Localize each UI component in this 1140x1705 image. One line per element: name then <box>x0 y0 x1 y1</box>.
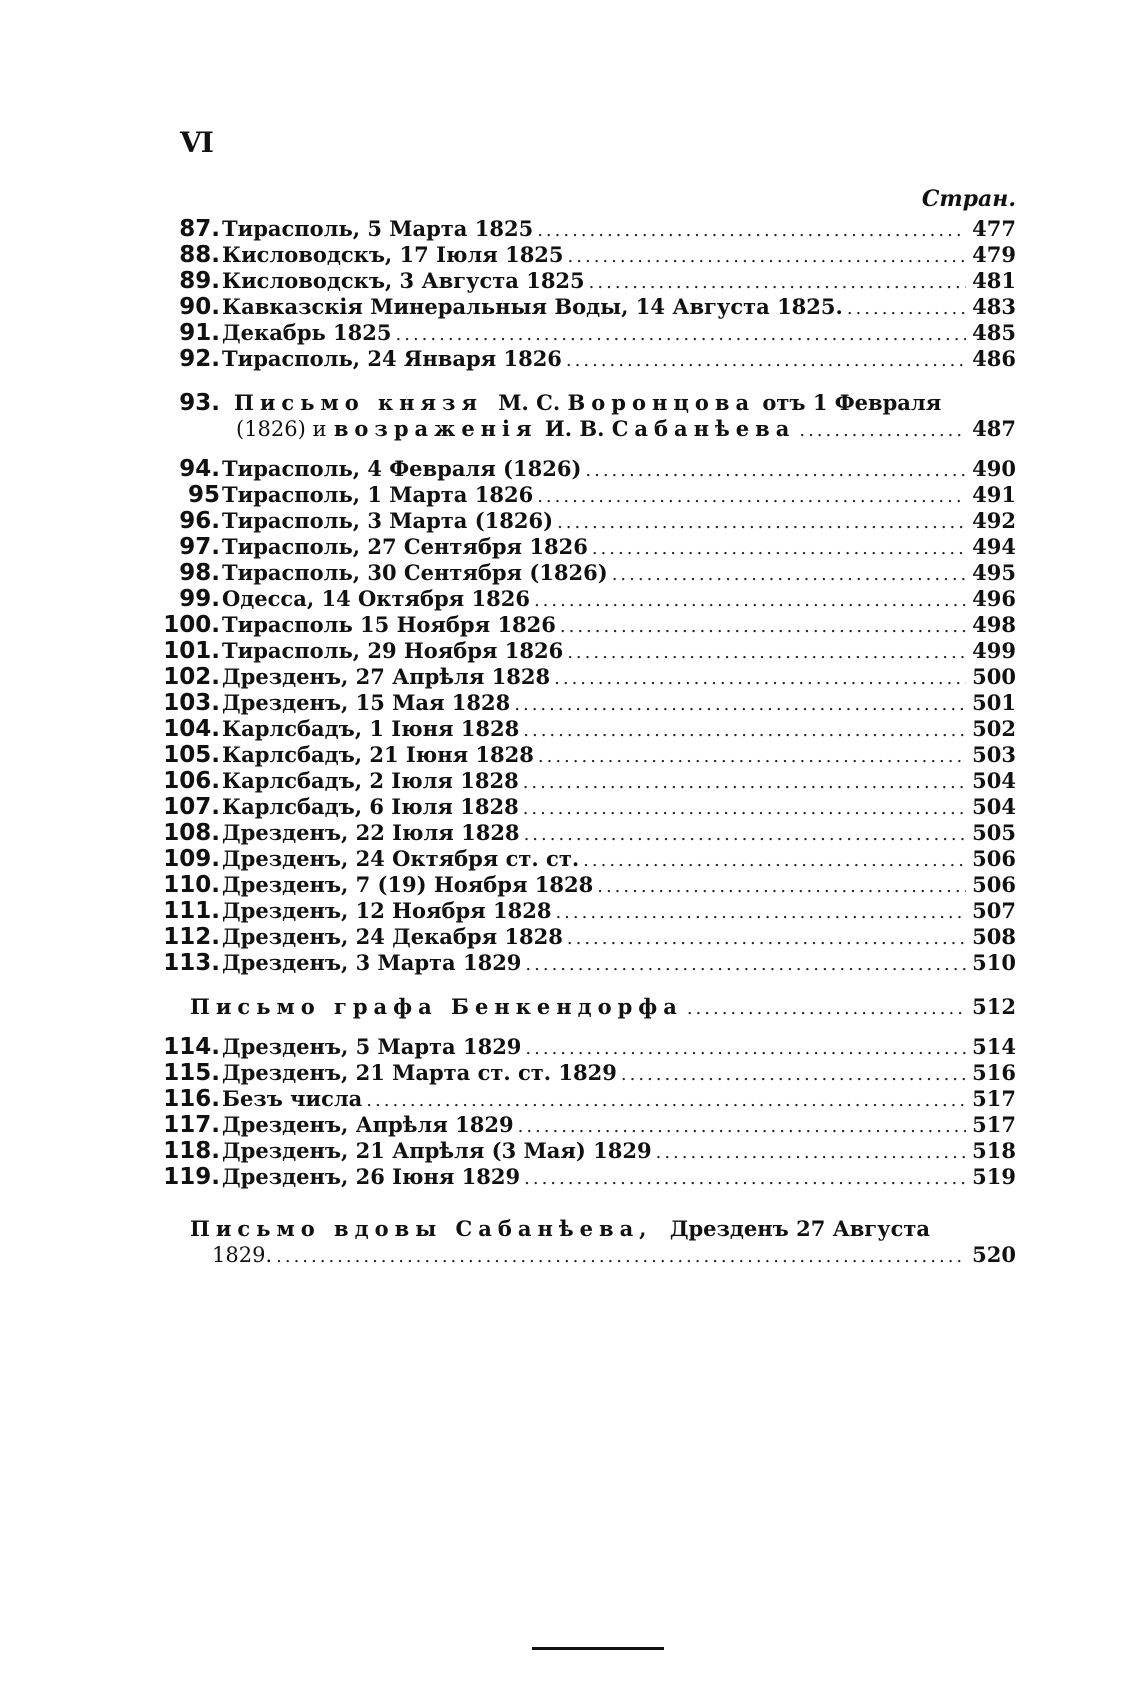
toc-entry <box>160 1034 1016 1060</box>
entry-text: Карлсбадъ, 2 Іюля 1828 <box>222 768 519 793</box>
entry-number: 90. <box>179 294 220 320</box>
entry-number: 104. <box>163 716 220 742</box>
entry-text: Дрезденъ, 27 Апрѣля 1828 <box>222 664 551 689</box>
entry-page: 479 <box>972 242 1016 267</box>
toc-entry <box>160 560 1016 586</box>
entry-page: 519 <box>972 1164 1016 1189</box>
entry-text: Дрезденъ, 7 (19) Ноября 1828 <box>222 872 594 897</box>
entry-number: 100. <box>163 612 220 638</box>
toc-entry <box>160 612 1016 638</box>
toc-entry <box>160 924 1016 950</box>
toc-entry <box>160 346 1016 372</box>
toc-entry <box>160 482 1016 508</box>
entry-text: Дрезденъ, 26 Іюня 1829 <box>222 1164 521 1189</box>
entry-number: 89. <box>179 268 220 294</box>
entry-text: Карлсбадъ, 1 Іюня 1828 <box>222 716 520 741</box>
toc-entry <box>160 508 1016 534</box>
entry-text: Кисловодскъ, 17 Іюля 1825 <box>222 242 564 267</box>
entry-text: Дрезденъ, Апрѣля 1829 <box>222 1112 514 1137</box>
entry-number: 109. <box>163 846 220 872</box>
entry-page: 494 <box>972 534 1016 559</box>
toc-entry <box>160 534 1016 560</box>
entry-text: Тирасполь 15 Ноября 1826 <box>222 612 556 637</box>
entry-page: 507 <box>972 898 1016 923</box>
entry-text: Карлсбадъ, 21 Іюня 1828 <box>222 742 534 767</box>
entry-page: 506 <box>972 872 1016 897</box>
entry-page: 500 <box>972 664 1016 689</box>
entry-number: 88. <box>179 242 220 268</box>
entry-number: 91. <box>179 320 220 346</box>
entry-page: 503 <box>972 742 1016 767</box>
entry-page: 499 <box>972 638 1016 663</box>
entry-page: 517 <box>972 1086 1016 1111</box>
entry-text: Тирасполь, 1 Марта 1826 <box>222 482 534 507</box>
entry-number: 98. <box>179 560 220 586</box>
entry-text: Дрезденъ, 3 Марта 1829 <box>222 950 522 975</box>
entry-number: 103. <box>163 690 220 716</box>
toc-entry <box>160 242 1016 268</box>
toc-entry <box>160 268 1016 294</box>
toc-entry <box>160 216 1016 242</box>
toc-entry <box>160 742 1016 768</box>
toc-group-3 <box>160 1034 1016 1190</box>
entry-text: Дрезденъ, 5 Марта 1829 <box>222 1034 522 1059</box>
entry-number: 97. <box>179 534 220 560</box>
toc-group-1 <box>160 216 1016 372</box>
entry-page: 504 <box>972 768 1016 793</box>
entry-page: 501 <box>972 690 1016 715</box>
entry-page: 492 <box>972 508 1016 533</box>
toc-entry <box>160 872 1016 898</box>
entry-text: Тирасполь, 29 Ноября 1826 <box>222 638 564 663</box>
end-rule <box>532 1647 664 1650</box>
entry-number: 115. <box>163 1060 220 1086</box>
entry-page: 490 <box>972 456 1016 481</box>
toc-entry <box>160 898 1016 924</box>
entry-page: 483 <box>972 294 1016 319</box>
toc-entry <box>160 586 1016 612</box>
entry-page: 498 <box>972 612 1016 637</box>
toc-entry <box>160 320 1016 346</box>
entry-number: 99. <box>179 586 220 612</box>
toc-group-2 <box>160 456 1016 976</box>
toc-entry <box>160 1164 1016 1190</box>
entry-page: 491 <box>972 482 1016 507</box>
toc-entry <box>160 716 1016 742</box>
toc-entry <box>160 768 1016 794</box>
entry-number: 117. <box>163 1112 220 1138</box>
entry-number: 119. <box>163 1164 220 1190</box>
entry-number: 116. <box>163 1086 220 1112</box>
entry-number: 113. <box>163 950 220 976</box>
entry-text: Декабрь 1825 <box>222 320 392 345</box>
entry-number: 110. <box>163 872 220 898</box>
entry-number: 105. <box>163 742 220 768</box>
toc-entry <box>160 846 1016 872</box>
entry-number: 94. <box>179 456 220 482</box>
toc-entry-benkendorf: Письмо графа Бенкендорфа ..... 512 <box>160 994 1016 1020</box>
entry-page: 510 <box>972 950 1016 975</box>
table-of-contents <box>160 216 1016 1268</box>
toc-entry-widow: Письмо вдовы Сабанѣева, Дрезденъ 27 Августа 1829. ..... 520 <box>160 1216 1016 1268</box>
entry-page: 504 <box>972 794 1016 819</box>
toc-entry <box>160 690 1016 716</box>
entry-text: Дрезденъ, 12 Ноября 1828 <box>222 898 552 923</box>
entry-text: Дрезденъ, 21 Апрѣля (3 Мая) 1829 <box>222 1138 652 1163</box>
toc-entry <box>160 1086 1016 1112</box>
entry-page: 496 <box>972 586 1016 611</box>
entry-text: Тирасполь, 30 Сентября (1826) <box>222 560 608 585</box>
entry-text: Дрезденъ, 24 Декабря 1828 <box>222 924 563 949</box>
entry-text: Тирасполь, 5 Марта 1825 <box>222 216 534 241</box>
entry-page: 481 <box>972 268 1016 293</box>
entry-number: 96. <box>179 508 220 534</box>
entry-page: 518 <box>972 1138 1016 1163</box>
entry-text: Письмо князя <box>234 390 483 415</box>
entry-number: 95 <box>187 482 220 508</box>
entry-number: 87. <box>179 216 220 242</box>
entry-text: Тирасполь, 4 Февраля (1826) <box>222 456 582 481</box>
entry-text: Карлсбадъ, 6 Іюля 1828 <box>222 794 519 819</box>
entry-page: 487 <box>972 416 1016 441</box>
entry-page: 514 <box>972 1034 1016 1059</box>
entry-text: Дрезденъ, 22 Іюля 1828 <box>222 820 520 845</box>
entry-number: 107. <box>163 794 220 820</box>
entry-text: Безъ числа <box>222 1086 363 1111</box>
entry-number: 102. <box>163 664 220 690</box>
entry-page: 485 <box>972 320 1016 345</box>
toc-entry-93: 93. Письмо князя М. С. Воронцова отъ 1 Февраля (1826) и возраженія И. В. Сабанѣева ..... 487 <box>160 390 1016 442</box>
toc-entry <box>160 664 1016 690</box>
entry-page: 508 <box>972 924 1016 949</box>
toc-entry <box>160 794 1016 820</box>
entry-page: 477 <box>972 216 1016 241</box>
entry-text: Тирасполь, 27 Сентября 1826 <box>222 534 588 559</box>
entry-page: 495 <box>972 560 1016 585</box>
entry-text: Тирасполь, 3 Марта (1826) <box>222 508 554 533</box>
entry-page: 505 <box>972 820 1016 845</box>
toc-entry <box>160 1138 1016 1164</box>
entry-number: 114. <box>163 1034 220 1060</box>
entry-page: 486 <box>972 346 1016 371</box>
toc-entry <box>160 950 1016 976</box>
toc-entry <box>160 1060 1016 1086</box>
toc-entry <box>160 820 1016 846</box>
entry-number: 106. <box>163 768 220 794</box>
toc-entry <box>160 456 1016 482</box>
entry-number: 101. <box>163 638 220 664</box>
entry-number: 93. <box>179 390 220 416</box>
entry-number: 112. <box>163 924 220 950</box>
entry-text: Кавказскія Минеральныя Воды, 14 Августа 1825. <box>222 294 843 319</box>
page-number: VI <box>180 126 213 159</box>
entry-page: 517 <box>972 1112 1016 1137</box>
entry-number: 92. <box>179 346 220 372</box>
entry-text: Тирасполь, 24 Января 1826 <box>222 346 562 371</box>
toc-entry <box>160 1112 1016 1138</box>
entry-text: Одесса, 14 Октября 1826 <box>222 586 530 611</box>
entry-number: 118. <box>163 1138 220 1164</box>
entry-text: Кисловодскъ, 3 Августа 1825 <box>222 268 585 293</box>
entry-text: Дрезденъ, 24 Октября ст. ст. <box>222 846 580 871</box>
entry-page: 506 <box>972 846 1016 871</box>
entry-number: 108. <box>163 820 220 846</box>
entry-text: Дрезденъ, 15 Мая 1828 <box>222 690 511 715</box>
entry-page: 502 <box>972 716 1016 741</box>
toc-entry <box>160 638 1016 664</box>
column-header: Стран. <box>921 186 1016 212</box>
entry-text: Дрезденъ, 21 Марта ст. ст. 1829 <box>222 1060 617 1085</box>
entry-page: 516 <box>972 1060 1016 1085</box>
entry-number: 111. <box>163 898 220 924</box>
toc-entry <box>160 294 1016 320</box>
